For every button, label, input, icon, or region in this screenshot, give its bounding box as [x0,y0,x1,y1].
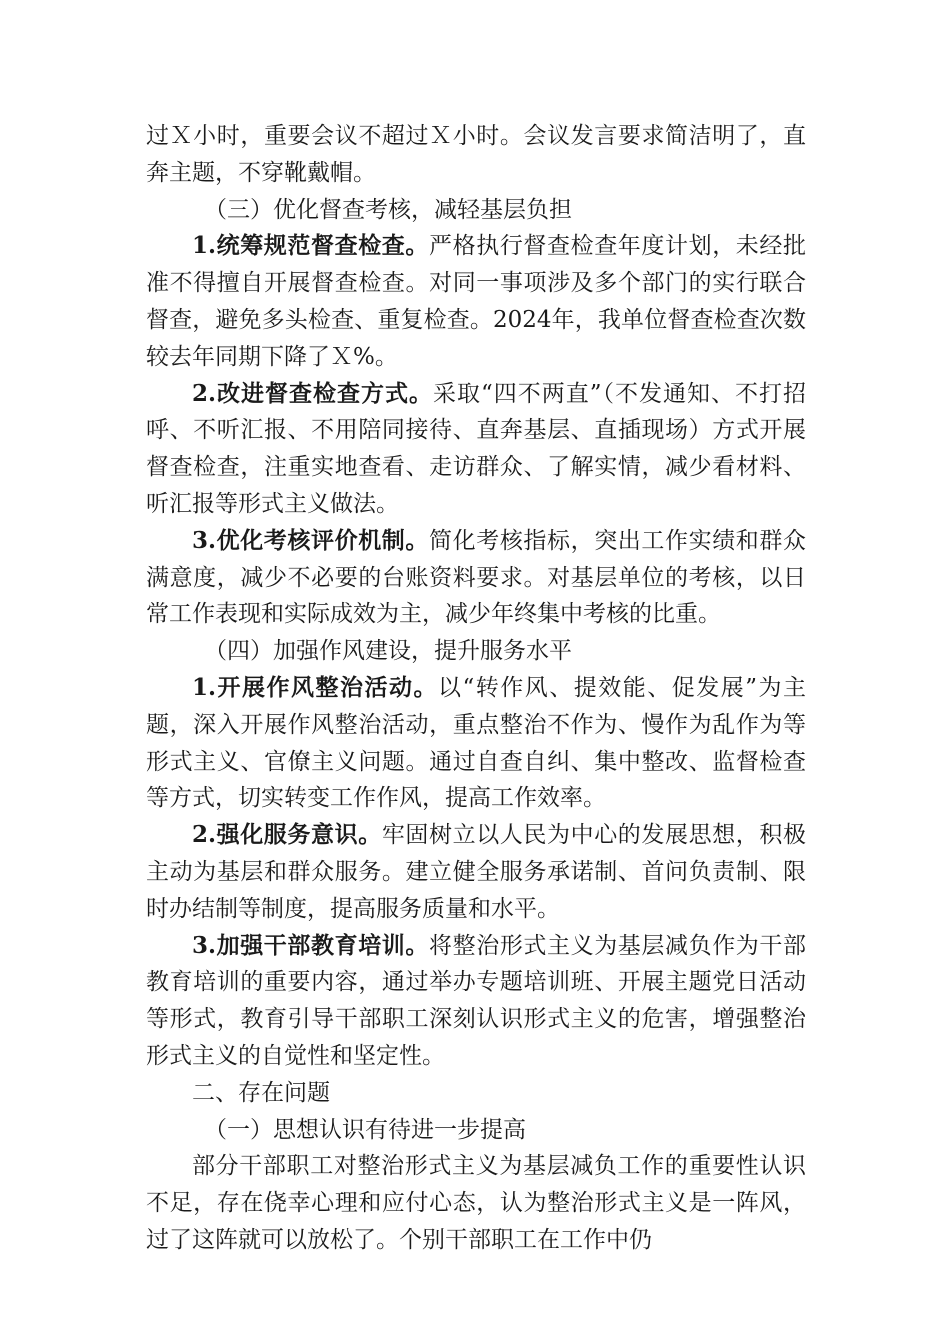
paragraph-4-3 [146,928,806,1075]
paragraph-4-2 [146,817,806,927]
paragraph-lead: 1.开展作风整治活动。 [192,673,438,701]
subheading-4 [146,633,806,670]
paragraph-lead: 3.加强干部教育培训。 [192,931,430,959]
section-heading-text: 二、存在问题 [192,1079,330,1106]
paragraph-text: 采取“四不两直”（不发通知、不打招呼、不听汇报、不用陪同接待、直奔基层、直插现场）方式开展督查检查，注重实地查看、走访群众、了解实情，减少看材料、听汇报等形式主义做法。 [146,380,806,517]
section-heading-2 [146,1075,806,1112]
subheading-text: （四）加强作风建设，提升服务水平 [204,638,572,665]
paragraph-3-2 [146,376,806,523]
subheading-text: （一）思想认识有待进一步提高 [204,1116,526,1143]
paragraph-3-3 [146,523,806,633]
paragraph-text: 部分干部职工对整治形式主义为基层减负工作的重要性认识不足，存在侥幸心理和应付心态，认为整治形式主义是一阵风，过了这阵就可以放松了。个别干部职工在工作中仍 [146,1153,806,1253]
paragraph-text: 将整治形式主义为基层减负作为干部教育培训的重要内容，通过举办专题培训班、开展主题党日活动等形式，教育引导干部职工深刻认识形式主义的危害，增强整治形式主义的自觉性和坚定性。 [146,932,807,1069]
paragraph-text: 过Ｘ小时，重要会议不超过Ｘ小时。会议发言要求简洁明了，直奔主题，不穿靴戴帽。 [146,123,806,186]
paragraph-lead: 1.统筹规范督查检查。 [192,232,430,260]
body-text [146,118,806,1259]
paragraph-text: 以“转作风、提效能、促发展”为主题，深入开展作风整治活动，重点整治不作为、慢作为乱作为等形式主义、官僚主义问题。通过自查自纠、集中整改、监督检查等方式，切实转变工作作风，提高工作效率。 [146,674,806,812]
paragraph-lead: 3.优化考核评价机制。 [192,526,430,554]
subheading-3 [146,192,806,229]
paragraph-text: 牢固树立以人民为中心的发展思想，积极主动为基层和群众服务。建立健全服务承诺制、首问负责制、限时办结制等制度，提高服务质量和水平。 [146,822,807,922]
subheading-2-1 [146,1112,806,1149]
paragraph-continued [146,118,806,192]
paragraph-3-1 [146,228,806,375]
paragraph-text: 严格执行督查检查年度计划，未经批准不得擅自开展督查检查。对同一事项涉及多个部门的实行联合督查，避免多头检查、重复检查。2024年，我单位督查检查次数较去年同期下降了Ｘ%。 [146,233,807,370]
paragraph-4-1 [146,670,806,817]
paragraph-2-1 [146,1148,806,1258]
paragraph-lead: 2.改进督查检查方式。 [192,379,433,407]
paragraph-text: 简化考核指标，突出工作实绩和群众满意度，减少不必要的台账资料要求。对基层单位的考核，以日常工作表现和实际成效为主，减少年终集中考核的比重。 [146,527,807,628]
subheading-text: （三）优化督查考核，减轻基层负担 [204,196,572,223]
paragraph-lead: 2.强化服务意识。 [192,821,382,849]
